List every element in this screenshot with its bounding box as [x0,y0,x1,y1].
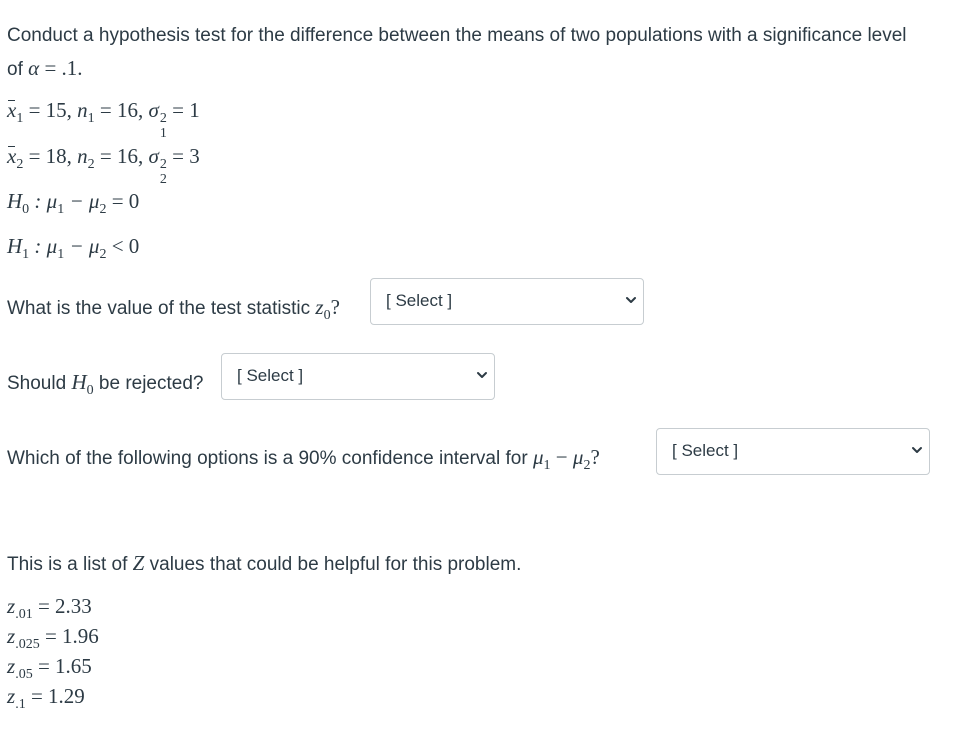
chevron-down-icon [476,369,488,381]
z-sub: .025 [15,637,40,652]
z-value: = 1.65 [37,654,92,678]
xbar2-sub: 2 [16,157,24,172]
z0-symbol: z [315,295,324,319]
z-sub: .1 [15,697,26,712]
z0-sub: 0 [323,308,331,323]
n2-value: = 16, [99,144,144,168]
reject-h0-select[interactable] [221,353,495,400]
n2-sub: 2 [87,157,95,172]
z-symbol: z [7,594,16,618]
z-symbol: z [7,684,16,708]
h0-mu1: : μ [34,189,58,213]
question1-text: What is the value of the test statistic [7,298,311,319]
h0-symbol: H [7,189,23,213]
h1-mu1: : μ [34,234,58,258]
question1-prompt [7,295,340,325]
null-hypothesis [7,189,139,219]
ci-mu2-sub: 2 [583,458,591,473]
test-statistic-select-value: [ Select ] [386,291,453,310]
test-statistic-select[interactable] [370,278,644,325]
confidence-interval-select[interactable] [656,428,930,475]
h1-sub: 1 [22,247,30,262]
h0-sub: 0 [22,202,30,217]
n1-sub: 1 [87,111,95,126]
z-values-intro [7,551,521,577]
h0-mu2-sub: 2 [99,202,107,217]
z-values-intro-after: values that could be helpful for this problem. [149,554,522,575]
question2-text-after: be rejected? [98,373,204,394]
z-value: = 1.96 [44,624,99,648]
n1-value: = 16, [99,98,144,122]
z-symbol: z [7,624,16,648]
z-values-intro-before: This is a list of [7,554,128,575]
h0-relation: = 0 [111,189,140,213]
sigma1-symbol: σ [148,98,159,122]
sigma2-symbol: σ [148,144,159,168]
h0-reject-symbol: H [71,370,87,394]
question-intro-line1: Conduct a hypothesis test for the difference between the means of two populations with a significance level [7,25,907,46]
z-value-item [7,594,92,624]
reject-h0-select-value: [ Select ] [237,366,304,385]
question3-qmark: ? [590,445,600,469]
z-sub: .01 [15,607,33,622]
h1-relation: < 0 [111,234,140,258]
h1-mu2: − μ [69,234,100,258]
h1-mu2-sub: 2 [99,247,107,262]
of-text: of [7,59,23,80]
sample2-line [7,144,200,187]
sigma1-value: = 1 [172,98,200,122]
h0-mu1-sub: 1 [57,202,65,217]
ci-mu1-sub: 1 [543,458,551,473]
confidence-interval-select-value: [ Select ] [672,441,739,460]
sigma2-value: = 3 [172,144,200,168]
sample1-mean: = 15, [28,98,72,122]
sigma2-sup: 2 [159,157,167,172]
chevron-down-icon [911,444,923,456]
alpha-value: = .1. [44,56,83,80]
xbar1-sub: 1 [16,111,24,126]
ci-minus: − [555,445,568,469]
h0-reject-sub: 0 [86,383,94,398]
question1-qmark: ? [330,295,340,319]
h1-symbol: H [7,234,23,258]
alpha-symbol: α [28,56,40,80]
sample1-line [7,98,200,141]
z-value-item [7,654,92,684]
xbar2-symbol: x [7,144,17,168]
z-value-item [7,624,99,654]
z-sub: .05 [15,667,33,682]
sigma2-sub: 2 [159,172,167,187]
z-value: = 2.33 [37,594,92,618]
question2-prompt [7,370,203,400]
question-intro-line2 [7,56,83,82]
z-value: = 1.29 [30,684,85,708]
z-value-item [7,684,85,714]
h1-mu1-sub: 1 [57,247,65,262]
chevron-down-icon [625,294,637,306]
ci-mu1-symbol: μ [532,445,544,469]
xbar1-symbol: x [7,98,17,122]
n2-symbol: n [77,144,88,168]
sigma1-sup: 2 [159,111,167,126]
z-capital-symbol: Z [132,551,145,575]
question2-text-before: Should [7,373,67,394]
h0-mu2: − μ [69,189,100,213]
sample2-mean: = 18, [28,144,72,168]
sigma1-sub: 1 [159,126,167,141]
ci-mu2-symbol: μ [572,445,584,469]
question3-text: Which of the following options is a 90% confidence interval for [7,448,528,469]
n1-symbol: n [77,98,88,122]
alternative-hypothesis [7,234,139,264]
question3-prompt [7,445,600,475]
z-symbol: z [7,654,16,678]
